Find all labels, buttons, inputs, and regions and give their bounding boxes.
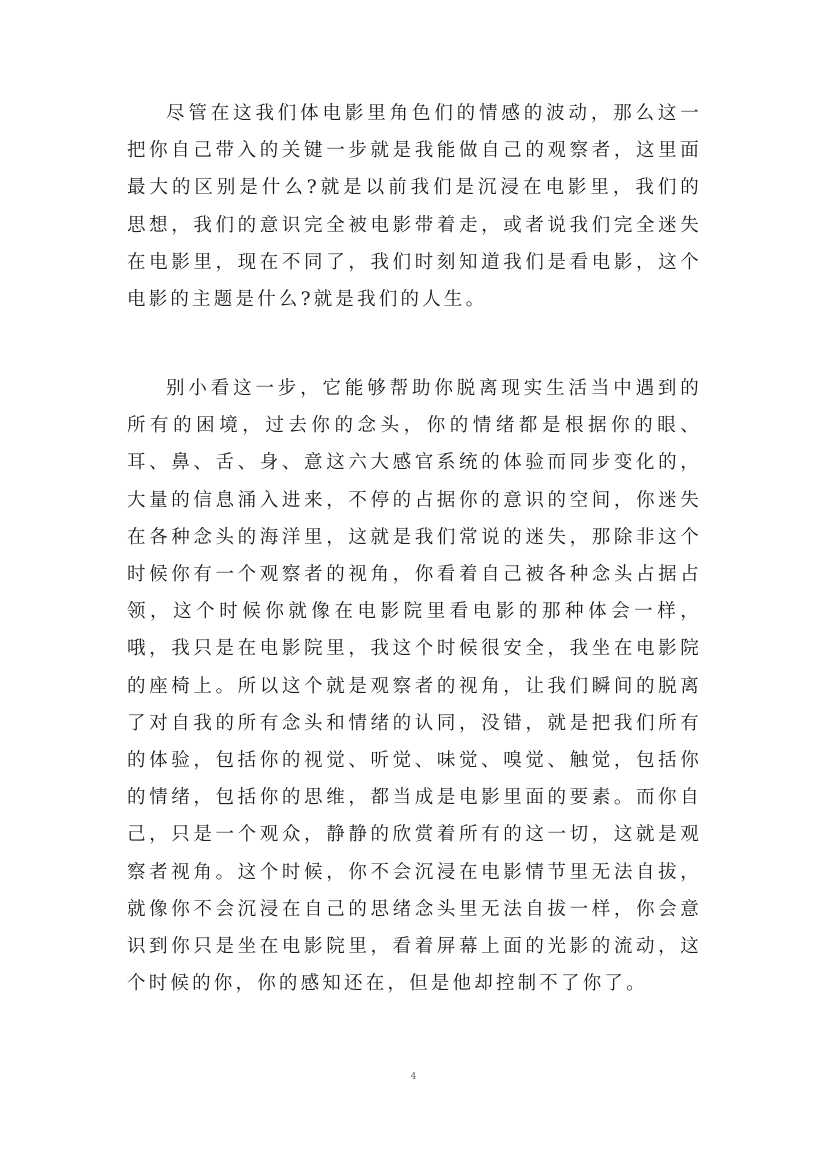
paragraph-2: 别小看这一步，它能够帮助你脱离现实生活当中遇到的所有的困境，过去你的念头，你的情绪都是根据你的眼、耳、鼻、舌、身、意这六大感官系统的体验而同步变化的，大量的信息涌入进来，不停的占据你的意识的空间，你迷失在各种念头的海洋里，这就是我们常说的迷失，那除非这个时候你有一个观察者的视角，你看着自己被各种念头占据占领，这个时候你就像在电影院里看电影的那种体会一样，哦，我只是在电影院里，我这个时候很安全，我坐在电影院的座椅上。所以这个就是观察者的视角，让我们瞬间的脱离了对自我的所有念头和情绪的认同，没错，就是把我们所有的体验，包括你的视觉、听觉、味觉、嗅觉、触觉，包括你的情绪，包括你的思维，都当成是电影里面的要素。而你自己，只是一个观众，静静的欣赏着所有的这一切，这就是观察者视角。这个时候，你不会沉浸在电影情节里无法自拔，就像你不会沉浸在自己的思绪念头里无法自拔一样，你会意识到你只是坐在电影院里，看着屏幕上面的光影的流动，这个时候的你，你的感知还在，但是他却控制不了你了。 — [127, 378, 702, 995]
page-number: 4 — [410, 1072, 417, 1082]
paragraph-1: 尽管在这我们体电影里角色们的情感的波动，那么这一把你自己带入的关键一步就是我能做自己的观察者，这里面最大的区别是什么?就是以前我们是沉浸在电影里，我们的思想，我们的意识完全被电影带着走，或者说我们完全迷失在电影里，现在不同了，我们时刻知道我们是看电影，这个电影的主题是什么?就是我们的人生。 — [127, 103, 702, 311]
